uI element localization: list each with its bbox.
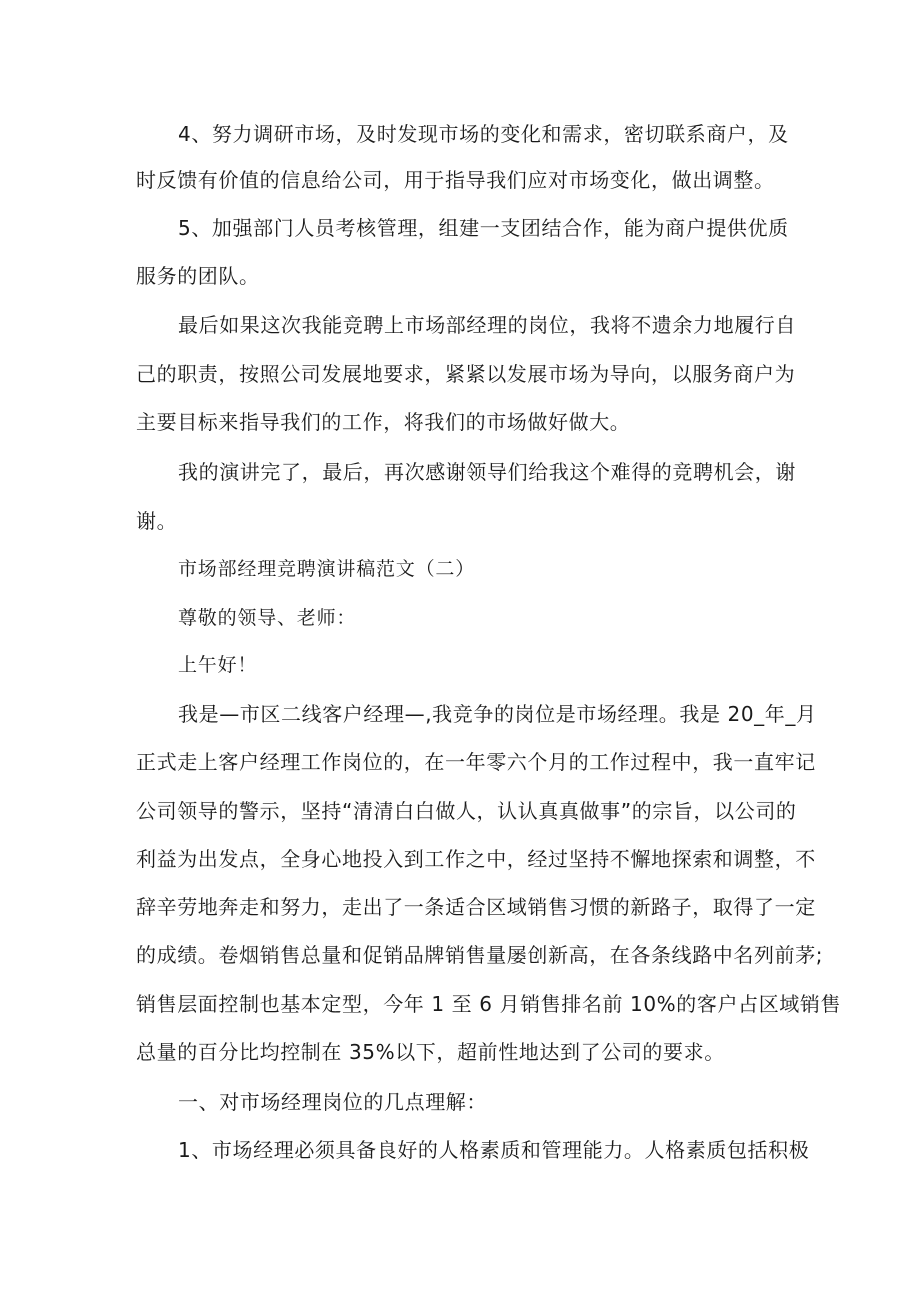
salutation: 尊敬的领导、老师：: [178, 607, 357, 629]
thanks-paragraph-line-1: 我的演讲完了，最后，再次感谢领导们给我这个难得的竞聘机会，谢: [178, 460, 796, 484]
intro-paragraph-line-7: 销售层面控制也基本定型，今年 1 至 6 月销售排名前 10%的客户占区域销售: [136, 992, 842, 1016]
closing-paragraph-line-1: 最后如果这次我能竞聘上市场部经理的岗位，我将不遗余力地履行自: [178, 313, 796, 337]
paragraph-5-line-1: 5、加强部门人员考核管理，组建一支团结合作，能为商户提供优质: [178, 216, 789, 240]
paragraph-4-line-2: 时反馈有价值的信息给公司，用于指导我们应对市场变化，做出调整。: [136, 168, 775, 192]
intro-paragraph-line-3: 公司领导的警示，坚持“清清白白做人，认认真真做事”的宗旨，以公司的: [136, 799, 797, 823]
intro-paragraph-line-6: 的成绩。卷烟销售总量和促销品牌销售量屡创新高，在各条线路中名列前茅;: [136, 943, 824, 967]
intro-paragraph-line-4: 利益为出发点，全身心地投入到工作之中，经过坚持不懈地探索和调整，不: [136, 847, 816, 871]
closing-paragraph-line-2: 己的职责，按照公司发展地要求，紧紧以发展市场为导向，以服务商户为: [136, 362, 796, 386]
intro-paragraph-line-5: 辞辛劳地奔走和努力，走出了一条适合区域销售习惯的新路子，取得了一定: [136, 895, 816, 919]
thanks-paragraph-line-2: 谢。: [136, 509, 178, 533]
intro-paragraph-line-1: 我是—市区二线客户经理—,我竞争的岗位是市场经理。我是 20_年_月: [178, 702, 817, 726]
section-heading-1: 一、对市场经理岗位的几点理解：: [178, 1090, 487, 1114]
greeting: 上午好！: [178, 654, 258, 676]
point-1-line-1: 1、市场经理必须具备良好的人格素质和管理能力。人格素质包括积极: [178, 1138, 810, 1162]
section-title: 市场部经理竞聘演讲稿范文（二）: [178, 558, 476, 580]
paragraph-5-line-2: 服务的团队。: [136, 264, 260, 288]
intro-paragraph-line-8: 总量的百分比均控制在 35%以下，超前性地达到了公司的要求。: [136, 1040, 725, 1064]
closing-paragraph-line-3: 主要目标来指导我们的工作，将我们的市场做好做大。: [136, 410, 631, 434]
intro-paragraph-line-2: 正式走上客户经理工作岗位的，在一年零六个月的工作过程中，我一直牢记: [136, 750, 816, 774]
paragraph-4-line-1: 4、努力调研市场，及时发现市场的变化和需求，密切联系商户，及: [178, 122, 789, 146]
